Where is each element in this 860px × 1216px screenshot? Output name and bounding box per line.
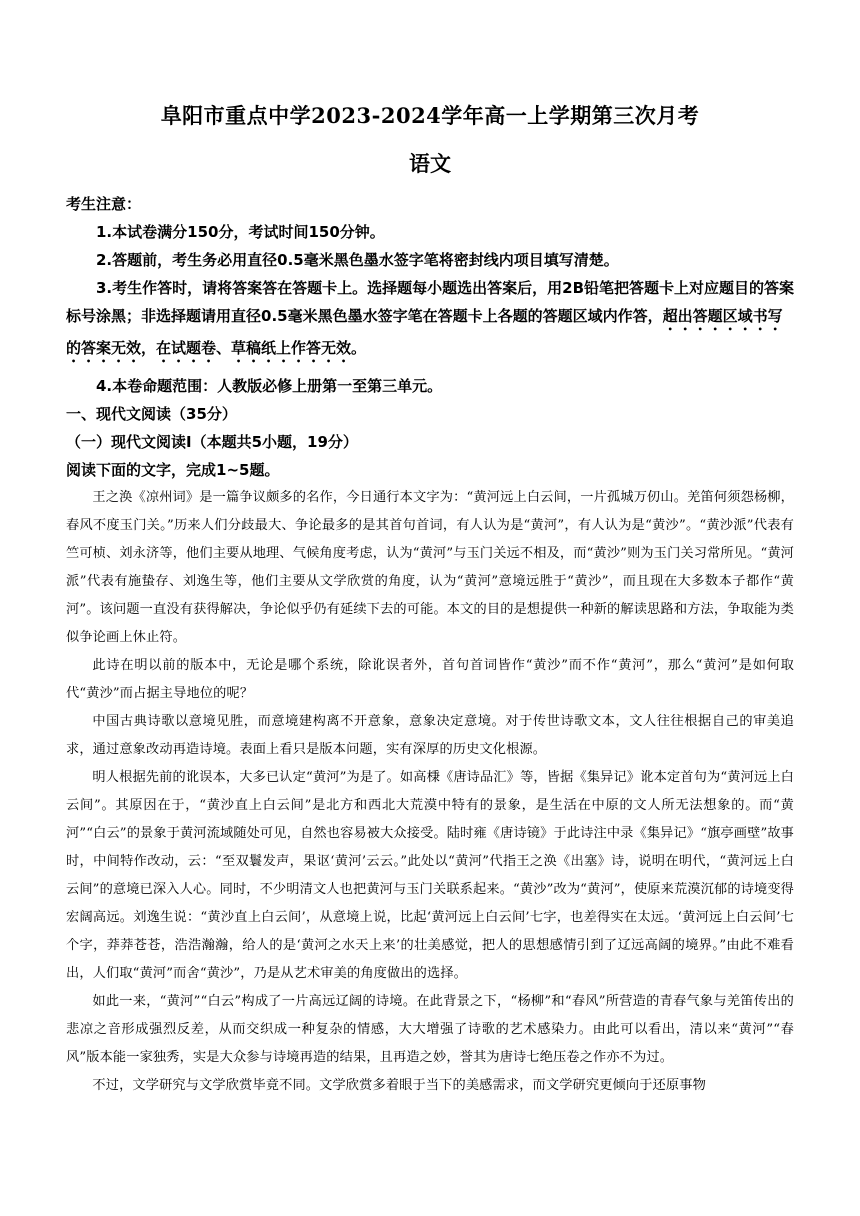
article-paragraph-4: 明人根据先前的讹误本，大多已认定“黄河”为是了。如高棅《唐诗品汇》等，皆据《集异记》讹本定首句为“黄河远上白云间”。其原因在于，“黄沙直上白云间”是北方和西北大荒漠中特有的景象，是生活在中原的文人所无法想象的。而“黄河”“白云”的景象于黄河流域随处可见，自然也容易被大众接受。陆时雍《唐诗镜》于此诗注中录《集异记》“旗亭画壁”故事时，中间特作改动，云：“至双鬟发声，果讴‘黄河’云云。”此处以“黄河”代指王之涣《出塞》诗，说明在明代，“黄河远上白云间”的意境已深入人心。同时，不少明清文人也把黄河与玉门关联系起来。“黄沙”改为“黄河”，使原来荒漠沉郁的诗境变得宏阔高远。刘逸生说：“黄沙直上白云间’，从意境上说，比起‘黄河远上白云间’七字，也差得实在太远。‘黄河远上白云间’七个字，莽莽苍苍，浩浩瀚瀚，给人的是‘黄河之水天上来’的壮美感觉，把人的思想感情引到了辽远高阔的境界。”由此不难看出，人们取“黄河”而舍“黄沙”，乃是从艺术审美的角度做出的选择。 bbox=[66, 770, 795, 981]
notice-item-4: 4.本卷命题范围：人教版必修上册第一至第三单元。 bbox=[96, 377, 443, 395]
article-paragraph-3: 中国古典诗歌以意境见胜，而意境建构离不开意象，意象决定意境。对于传世诗歌文本，文人往往根据自己的审美追求，通过意象改动再造诗境。表面上看只是版本问题，实有深厚的历史文化根源。 bbox=[66, 714, 794, 757]
article-body bbox=[66, 484, 794, 1100]
sub-section-heading: （一）现代文阅读Ⅰ（本题共5小题，19分） bbox=[66, 433, 358, 451]
article-paragraph-5: 如此一来，“黄河”“白云”构成了一片高远辽阔的诗境。在此背景之下，“杨柳”和“春风”所营造的青春气象与羌笛传出的悲凉之音形成强烈反差，从而交织成一种复杂的情感，大大增强了诗歌的艺术感染力。由此可以看出，清以来“黄河”“春风”版本能一家独秀，实是大众参与诗境再造的结果，且再造之妙，誉其为唐诗七绝压卷之作亦不为过。 bbox=[66, 994, 794, 1065]
notice-item-2: 2.答题前，考生务必用直径0.5毫米黑色墨水签字笔将密封线内项目填写清楚。 bbox=[96, 251, 619, 269]
article-paragraph-2: 此诗在明以前的版本中，无论是哪个系统，除讹误者外，首句首词皆作“黄沙”而不作“黄河”，那么“黄河”是如何取代“黄沙”而占据主导地位的呢？ bbox=[66, 658, 794, 701]
article-paragraph-1: 王之涣《凉州词》是一篇争议颇多的名作，今日通行本文字为：“黄河远上白云间，一片孤城万仞山。羌笛何须怨杨柳，春风不度玉门关。”历来人们分歧最大、争论最多的是其首句首词，有人认为是“黄河”，有人认为是“黄沙”。“黄沙派”代表有竺可桢、刘永济等，他们主要从地理、气候角度考虑，认为“黄河”与玉门关远不相及，而“黄沙”则为玉门关习常所见。“黄河派”代表有施蛰存、刘逸生等，他们主要从文学欣赏的角度，认为“黄河”意境远胜于“黄沙”，而且现在大多数本子都作“黄河”。该问题一直没有获得解决，争论似乎仍有延续下去的可能。本文的目的是想提供一种新的解读思路和方法，争取能为类似争论画上休止符。 bbox=[66, 490, 795, 645]
article-paragraph-6: 不过，文学研究与文学欣赏毕竟不同。文学欣赏多着眼于当下的美感需求，而文学研究更倾向于还原事物 bbox=[92, 1078, 706, 1093]
subject-title: 语文 bbox=[409, 151, 451, 176]
exam-title: 阜阳市重点中学2023-2024学年高一上学期第三次月考 bbox=[160, 103, 700, 128]
notice-heading: 考生注意： bbox=[66, 195, 142, 213]
notice-block bbox=[66, 190, 794, 400]
notice-item-3-emphasis: 超出答题区域书写的答案无效，在试题卷、草稿纸上作答无效 bbox=[66, 307, 783, 357]
reading-instruction: 阅读下面的文字，完成1~5题。 bbox=[66, 461, 280, 479]
section-heading: 一、现代文阅读（35分） bbox=[66, 405, 237, 423]
notice-item-3-end: 。 bbox=[351, 339, 367, 357]
notice-item-1: 1.本试卷满分150分，考试时间150分钟。 bbox=[96, 223, 385, 241]
notice-item-3-main: 3.考生作答时，请将答案答在答题卡上。选择题每小题选出答案后，用2B铅笔把答题卡上对应题目的答案标号涂黑；非选择题请用直径0.5毫米黑色墨水签字笔在答题卡上各题的答题区域内作答， bbox=[66, 279, 795, 325]
notice-item-3 bbox=[66, 274, 794, 366]
